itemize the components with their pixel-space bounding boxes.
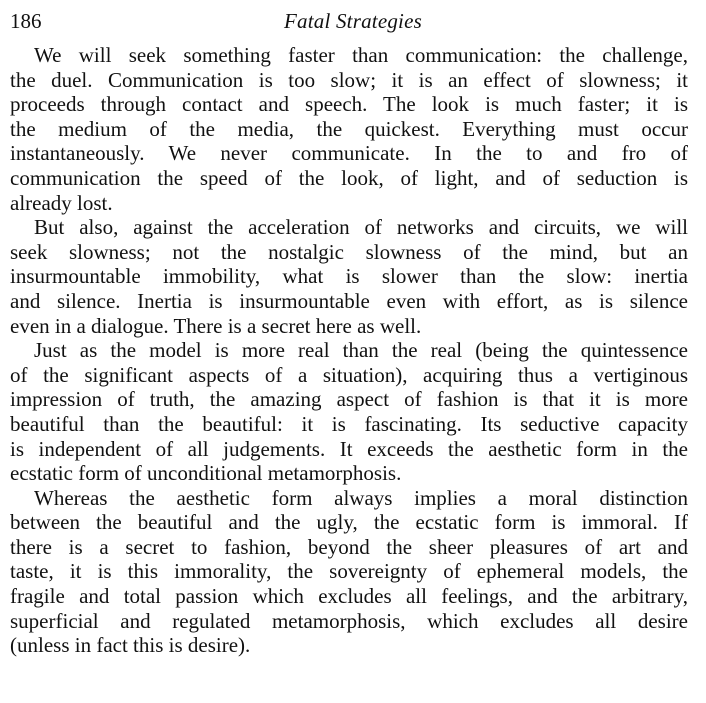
page-number: 186 <box>10 9 42 33</box>
text-line: fragile and total passion which excludes all feelings, and the arbitrary, <box>10 584 688 609</box>
text-line: between the beautiful and the ugly, the ecstatic form is immoral. If <box>10 510 688 535</box>
text-line: and silence. Inertia is insurmountable even with effort, as is silence <box>10 288 688 313</box>
book-title: Fatal Strategies <box>284 9 422 33</box>
running-head <box>10 8 696 34</box>
text-line: seek slowness; not the nostalgic slowness of the mind, but an <box>10 239 688 264</box>
text-line: proceeds through contact and speech. The look is much faster; it is <box>10 92 688 117</box>
text-line: taste, it is this immorality, the sovereignty of ephemeral models, the <box>10 559 688 584</box>
text-line: the duel. Communication is too slow; it is an effect of slowness; it <box>10 67 688 92</box>
text-line: But also, against the acceleration of networks and circuits, we will <box>34 215 688 240</box>
text-line: the medium of the media, the quickest. Everything must occur <box>10 116 688 141</box>
text-line: insurmountable immobility, what is slower than the slow: inertia <box>10 264 688 289</box>
text-line: impression of truth, the amazing aspect of fashion is that it is more <box>10 387 688 412</box>
text-line: We will seek something faster than communication: the challenge, <box>34 43 688 67</box>
text-line: of the significant aspects of a situation), acquiring thus a vertiginous <box>10 362 688 387</box>
text-line: Whereas the aesthetic form always implies a moral distinction <box>34 485 688 510</box>
text-line: communication the speed of the look, of light, and of seduction is <box>10 165 688 190</box>
text-line: superficial and regulated metamorphosis, which excludes all desire <box>10 608 688 633</box>
text-line: there is a secret to fashion, beyond the sheer pleasures of art and <box>10 534 688 559</box>
text-line: (unless in fact this is desire). <box>10 633 251 658</box>
text-line: Just as the model is more real than the real (being the quintessence <box>34 338 688 363</box>
text-line: is independent of all judgements. It exceeds the aesthetic form in the <box>10 436 688 461</box>
text-line: instantaneously. We never communicate. In the to and fro of <box>10 141 688 166</box>
text-line: beautiful than the beautiful: it is fascinating. Its seductive capacity <box>10 411 688 436</box>
text-line: even in a dialogue. There is a secret here as well. <box>10 313 422 338</box>
body-text <box>10 43 688 658</box>
text-line: ecstatic form of unconditional metamorphosis. <box>10 461 402 486</box>
text-line: already lost. <box>10 190 113 215</box>
